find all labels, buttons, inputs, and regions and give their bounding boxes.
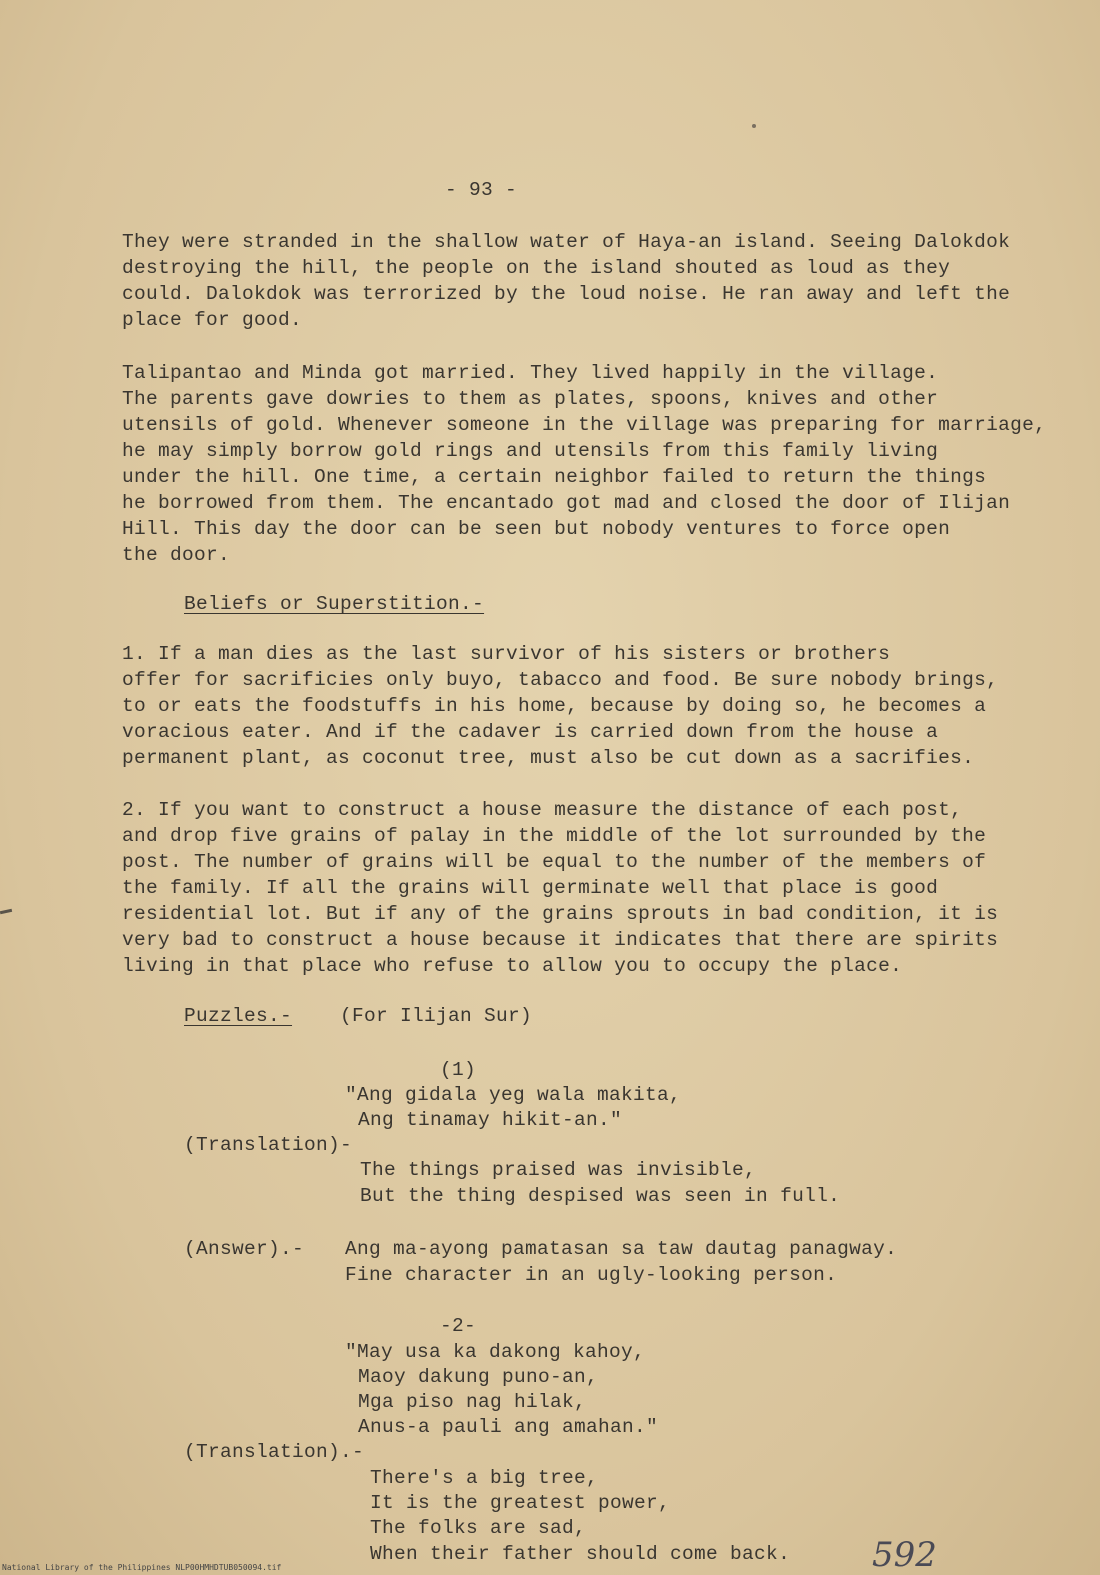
- puzzle-2-translation-label: (Translation).-: [184, 1441, 365, 1463]
- text-line: could. Dalokdok was terrorized by the loud noise. He ran away and left the: [122, 283, 1011, 305]
- puzzle-2-number: -2-: [440, 1315, 477, 1337]
- puzzle-1-number: (1): [440, 1059, 477, 1081]
- text-line: voracious eater. And if the cadaver is carried down from the house a: [122, 721, 939, 743]
- puzzle-1-line: Ang tinamay hikit-an.": [358, 1109, 623, 1131]
- puzzle-1-answer-label: (Answer).-: [184, 1238, 305, 1260]
- beliefs-heading: Beliefs or Superstition.-: [184, 593, 485, 615]
- paragraph-talipantao: [122, 360, 1072, 568]
- belief-2: [122, 797, 1072, 979]
- text-line: They were stranded in the shallow water of Haya-an island. Seeing Dalokdok: [122, 231, 1011, 253]
- text-line: post. The number of grains will be equal to the number of the members of: [122, 851, 987, 873]
- text-line: the family. If all the grains will germinate well that place is good: [122, 877, 939, 899]
- text-line: Hill. This day the door can be seen but nobody ventures to force open: [122, 518, 951, 540]
- text-line: offer for sacrificies only buyo, tabacco and food. Be sure nobody brings,: [122, 669, 999, 691]
- puzzle-1-translation-line: But the thing despised was seen in full.: [360, 1185, 841, 1207]
- text-line: living in that place who refuse to allow you to occupy the place.: [122, 955, 903, 977]
- puzzle-2-line: "May usa ka dakong kahoy,: [345, 1341, 646, 1363]
- text-line: he borrowed from them. The encantado got mad and closed the door of Ilijan: [122, 492, 1011, 514]
- text-line: 1. If a man dies as the last survivor of his sisters or brothers: [122, 643, 891, 665]
- text-line: place for good.: [122, 309, 303, 331]
- puzzle-2-translation-line: It is the greatest power,: [370, 1492, 671, 1514]
- puzzle-1-answer-line: Fine character in an ugly-looking person.: [345, 1264, 838, 1286]
- puzzles-subheading: (For Ilijan Sur): [340, 1005, 533, 1027]
- puzzle-2-translation-line: The folks are sad,: [370, 1517, 587, 1539]
- puzzle-1-translation-label: (Translation)-: [184, 1134, 353, 1156]
- text-line: The parents gave dowries to them as plates, spoons, knives and other: [122, 388, 939, 410]
- text-line: permanent plant, as coconut tree, must also be cut down as a sacrifies.: [122, 747, 975, 769]
- puzzle-2-line: Anus-a pauli ang amahan.": [358, 1416, 659, 1438]
- text-line: very bad to construct a house because it indicates that there are spirits: [122, 929, 999, 951]
- puzzle-1-translation-line: The things praised was invisible,: [360, 1159, 757, 1181]
- edge-mark: [0, 909, 12, 914]
- scan-footer: National Library of the Philippines NLP00HMHDTUB050094.tif: [2, 1563, 282, 1572]
- puzzle-2-translation-line: When their father should come back.: [370, 1543, 791, 1565]
- puzzle-2-line: Mga piso nag hilak,: [358, 1391, 587, 1413]
- paragraph-dalokdok: [122, 229, 1072, 333]
- puzzle-2-translation-line: There's a big tree,: [370, 1467, 599, 1489]
- handwritten-page-number: 592: [872, 1535, 937, 1575]
- text-line: to or eats the foodstuffs in his home, because by doing so, he becomes a: [122, 695, 987, 717]
- puzzles-heading: Puzzles.-: [184, 1005, 293, 1027]
- belief-1: [122, 641, 1072, 771]
- puzzle-1-line: "Ang gidala yeg wala makita,: [345, 1084, 682, 1106]
- text-line: 2. If you want to construct a house measure the distance of each post,: [122, 799, 963, 821]
- ink-speck: [752, 124, 756, 128]
- text-line: Talipantao and Minda got married. They lived happily in the village.: [122, 362, 939, 384]
- text-line: utensils of gold. Whenever someone in the village was preparing for marriage,: [122, 414, 1047, 436]
- puzzle-1-answer-line: Ang ma-ayong pamatasan sa taw dautag panagway.: [345, 1238, 898, 1260]
- text-line: he may simply borrow gold rings and utensils from this family living: [122, 440, 939, 462]
- text-line: destroying the hill, the people on the island shouted as loud as they: [122, 257, 951, 279]
- page-number: - 93 -: [445, 179, 518, 201]
- text-line: and drop five grains of palay in the middle of the lot surrounded by the: [122, 825, 987, 847]
- puzzle-2-line: Maoy dakung puno-an,: [358, 1366, 599, 1388]
- text-line: residential lot. But if any of the grains sprouts in bad condition, it is: [122, 903, 999, 925]
- text-line: under the hill. One time, a certain neighbor failed to return the things: [122, 466, 987, 488]
- text-line: the door.: [122, 544, 231, 566]
